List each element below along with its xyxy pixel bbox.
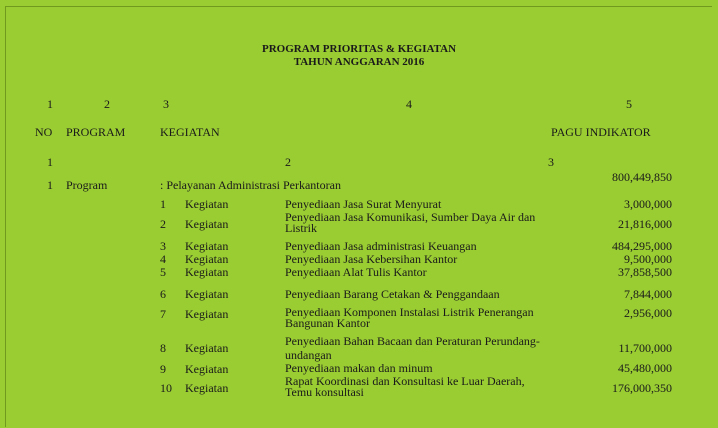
row-description: Rapat Koordinasi dan Konsultasi ke Luar Daerah, Temu konsultasi — [285, 374, 525, 399]
row-number: 7 — [160, 307, 166, 321]
row-number: 1 — [160, 197, 166, 211]
column-number-2: 2 — [104, 97, 110, 111]
program-name: : Pelayanan Administrasi Perkantoran — [160, 178, 341, 192]
row-description: Penyediaan Jasa Komunikasi, Sumber Daya Air dan Listrik — [285, 210, 536, 235]
program-amount: 800,449,850 — [612, 170, 672, 184]
row-description: Penyediaan Jasa administrasi Keuangan — [285, 239, 477, 253]
subheader-number-1: 1 — [47, 155, 53, 169]
row-number: 8 — [160, 341, 166, 355]
header-no: NO — [35, 125, 53, 139]
page-title: PROGRAM PRIORITAS & KEGIATAN — [261, 43, 457, 55]
column-number-5: 5 — [626, 97, 632, 111]
row-label: Kegiatan — [185, 217, 229, 231]
column-number-3: 3 — [163, 97, 169, 111]
header-kegiatan: KEGIATAN — [160, 125, 220, 139]
row-label: Kegiatan — [185, 287, 229, 301]
header-pagu-indikator: PAGU INDIKATOR — [551, 125, 651, 139]
row-description: Penyediaan Alat Tulis Kantor — [285, 265, 427, 279]
row-label: Kegiatan — [185, 252, 229, 266]
row-amount: 21,816,000 — [618, 217, 672, 231]
row-description: Penyediaan Komponen Instalasi Listrik Penerangan Bangunan Kantor — [285, 305, 534, 330]
row-amount: 45,480,000 — [618, 361, 672, 375]
row-number: 10 — [160, 381, 172, 395]
row-label: Kegiatan — [185, 307, 229, 321]
row-label: Kegiatan — [185, 362, 229, 376]
row-amount: 11,700,000 — [618, 341, 672, 355]
row-number: 3 — [160, 239, 166, 253]
row-amount: 37,858,500 — [618, 265, 672, 279]
page-subtitle: TAHUN ANGGARAN 2016 — [293, 56, 425, 68]
row-description: Penyediaan Bahan Bacaan dan Peraturan Perundang-undangan — [285, 334, 540, 362]
row-number: 6 — [160, 287, 166, 301]
row-description: Penyediaan Jasa Surat Menyurat — [285, 197, 442, 211]
row-number: 5 — [160, 265, 166, 279]
row-label: Kegiatan — [185, 239, 229, 253]
row-description: Penyediaan Jasa Kebersihan Kantor — [285, 252, 458, 266]
row-number: 2 — [160, 217, 166, 231]
subheader-number-3: 3 — [548, 155, 554, 169]
header-program: PROGRAM — [66, 125, 126, 139]
row-label: Kegiatan — [185, 197, 229, 211]
row-description: Penyediaan Barang Cetakan & Penggandaan — [285, 287, 500, 301]
program-number: 1 — [47, 178, 53, 192]
row-amount: 484,295,000 — [612, 239, 672, 253]
row-number: 4 — [160, 252, 166, 266]
row-label: Kegiatan — [185, 341, 229, 355]
row-label: Kegiatan — [185, 381, 229, 395]
row-amount: 7,844,000 — [624, 287, 672, 301]
row-amount: 2,956,000 — [624, 306, 672, 320]
column-number-4: 4 — [406, 97, 412, 111]
row-number: 9 — [160, 362, 166, 376]
row-amount: 9,500,000 — [624, 252, 672, 266]
row-description: Penyediaan makan dan minum — [285, 361, 433, 375]
subheader-number-2: 2 — [285, 155, 291, 169]
program-label: Program — [66, 178, 108, 192]
row-label: Kegiatan — [185, 265, 229, 279]
row-amount: 176,000,350 — [612, 381, 672, 395]
row-amount: 3,000,000 — [624, 197, 672, 211]
column-number-1: 1 — [47, 97, 53, 111]
